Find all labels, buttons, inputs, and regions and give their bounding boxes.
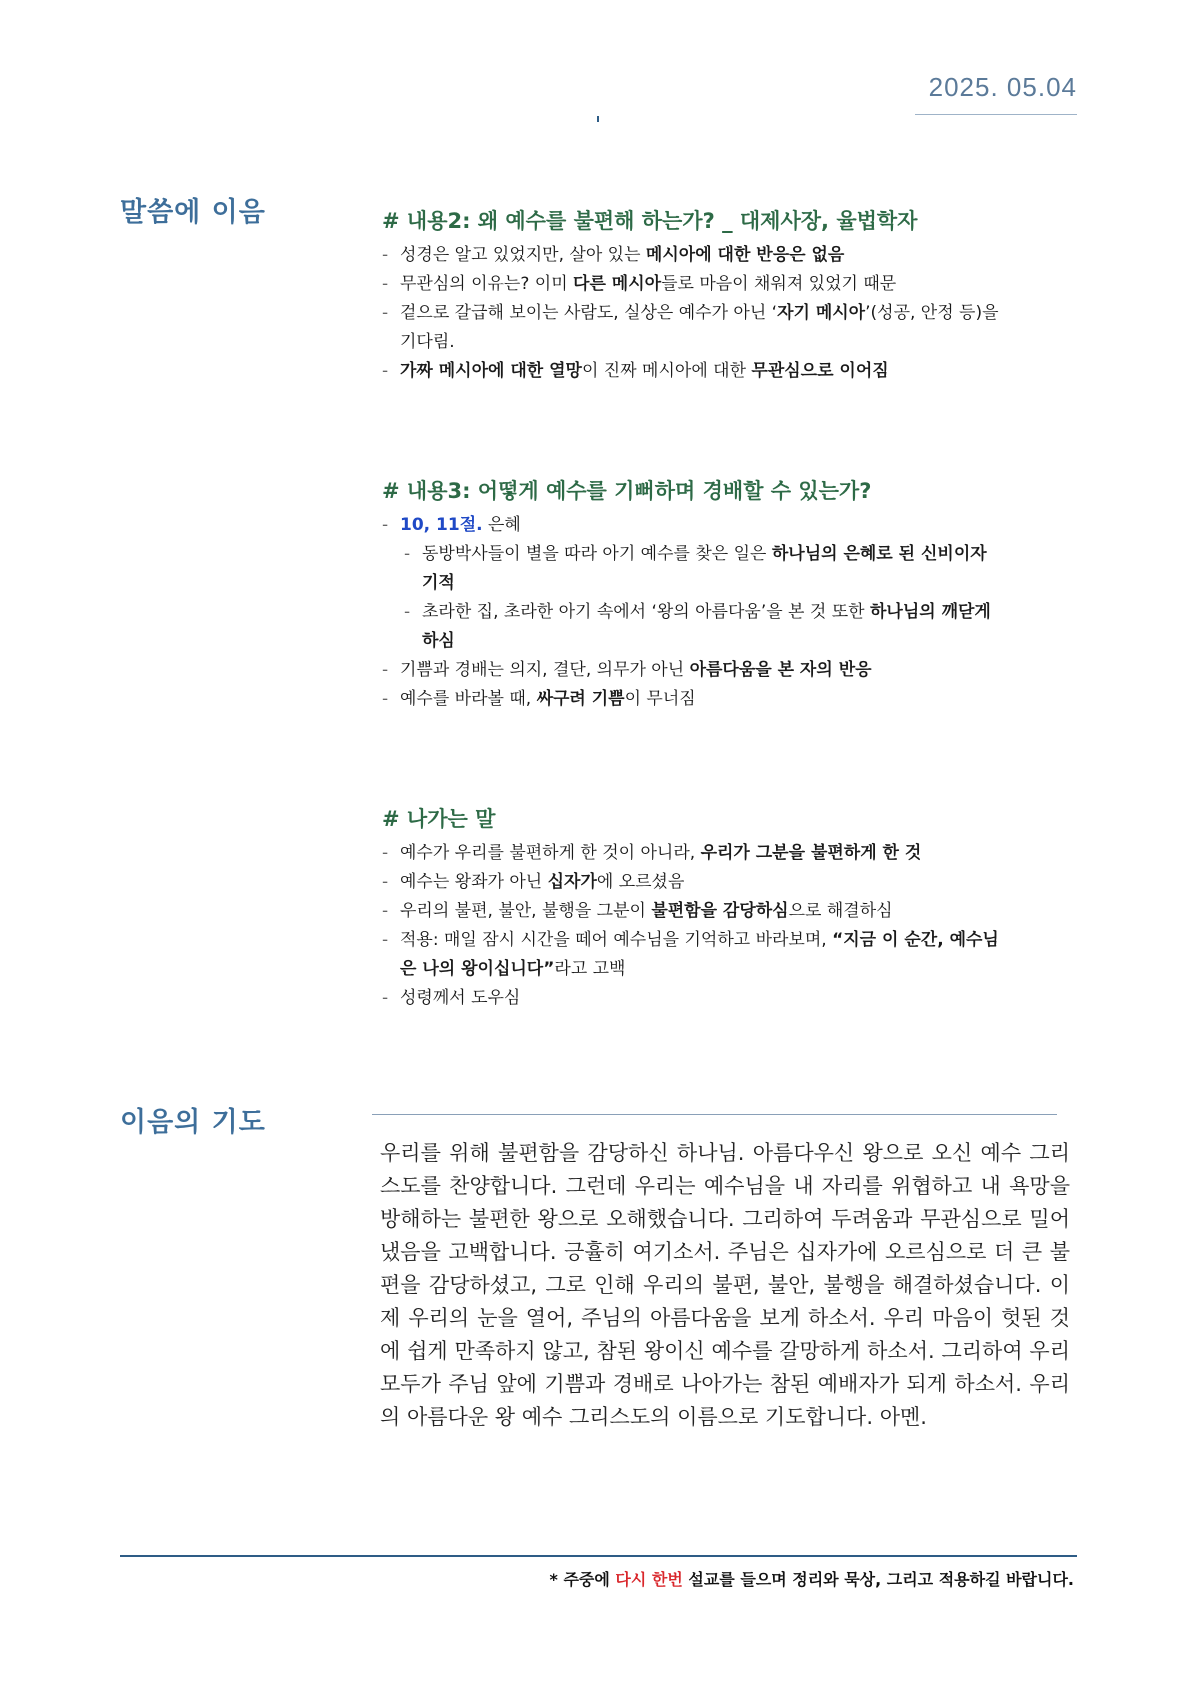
closing-heading: # 나가는 말 [382,807,496,831]
decorative-tick [597,116,599,122]
content3-list [382,511,1002,714]
sub-list-item: - 동방박사들이 별을 따라 아기 예수를 찾은 일은 하나님의 은혜로 된 신비이자 기적 [382,540,1002,598]
list-item: - 우리의 불편, 불안, 불행을 그분이 불편함을 감당하심으로 해결하심 [382,897,1002,926]
content2-block [382,205,1002,386]
content2-heading: # 내용2: 왜 예수를 불편해 하는가? _ 대제사장, 율법학자 [382,209,918,233]
date-divider [915,114,1077,115]
list-item: - 성령께서 도우심 [382,984,1002,1013]
list-item: - 기쁨과 경배는 의지, 결단, 의무가 아닌 아름다움을 본 자의 반응 [382,656,1002,685]
list-item: - 예수가 우리를 불편하게 한 것이 아니라, 우리가 그분을 불편하게 한 것 [382,839,1002,868]
content2-list [382,241,1002,386]
list-item: - 예수를 바라볼 때, 싸구려 기쁨이 무너짐 [382,685,1002,714]
list-item: - 가짜 메시아에 대한 열망이 진짜 메시아에 대한 무관심으로 이어짐 [382,357,1002,386]
content3-heading: # 내용3: 어떻게 예수를 기뻐하며 경배할 수 있는가? [382,479,872,503]
date-label: 2025. 05.04 [928,72,1077,102]
closing-block [382,803,1002,1013]
list-item: - 겉으로 갈급해 보이는 사람도, 실상은 예수가 아닌 ‘자기 메시아’(성공, 안정 등)을 기다림. [382,299,1002,357]
verse-ref: 10, 11절. [400,515,483,535]
prayer-paragraph: 우리를 위해 불편함을 감당하신 하나님. 아름다우신 왕으로 오신 예수 그리스도를 찬양합니다. 그런데 우리는 예수님을 내 자리를 위협하고 내 욕망을 방해하는 불편한 왕으로 오해했습니다. 그리하여 두려움과 무관심으로 밀어냈음을 고백합니다. 긍휼히 여기소서. 주님은 십자가에 오르심으로 더 큰 불편을 감당하셨고, 그로 인해 우리의 불편, 불안, 불행을 해결하셨습니다. 이제 우리의 눈을 열어, 주님의 아름다움을 보게 하소서. 우리 마음이 헛된 것에 쉽게 만족하지 않고, 참된 왕이신 예수를 갈망하게 하소서. 그리하여 우리 모두가 주님 앞에 기쁨과 경배로 나아가는 참된 예배자가 되게 하소서. 우리의 아름다운 왕 예수 그리스도의 이름으로 기도합니다. 아멘. [380,1141,1070,1429]
closing-list [382,839,1002,1013]
footnote-highlight: 다시 한번 [615,1570,683,1589]
list-item: - 성경은 알고 있었지만, 살아 있는 메시아에 대한 반응은 없음 [382,241,1002,270]
footer-divider [120,1555,1077,1557]
list-item: - 적용: 매일 잠시 시간을 떼어 예수님을 기억하고 바라보며, “지금 이 순간, 예수님은 나의 왕이십니다”라고 고백 [382,926,1002,984]
section-title-prayer: 이음의 기도 [120,1107,266,1138]
prayer-divider [372,1114,1057,1115]
list-item: - 10, 11절. 은혜 [382,511,1002,540]
section-title-sermon: 말씀에 이음 [120,197,266,228]
list-item: - 무관심의 이유는? 이미 다른 메시아들로 마음이 채워져 있었기 때문 [382,270,1002,299]
content3-block [382,475,1002,714]
sub-list-item: - 초라한 집, 초라한 아기 속에서 ‘왕의 아름다움’을 본 것 또한 하나님의 깨닫게 하심 [382,598,1002,656]
footnote: * 주중에 다시 한번 설교를 들으며 정리와 묵상, 그리고 적용하길 바랍니다. [549,1570,1074,1589]
list-item: - 예수는 왕좌가 아닌 십자가에 오르셨음 [382,868,1002,897]
